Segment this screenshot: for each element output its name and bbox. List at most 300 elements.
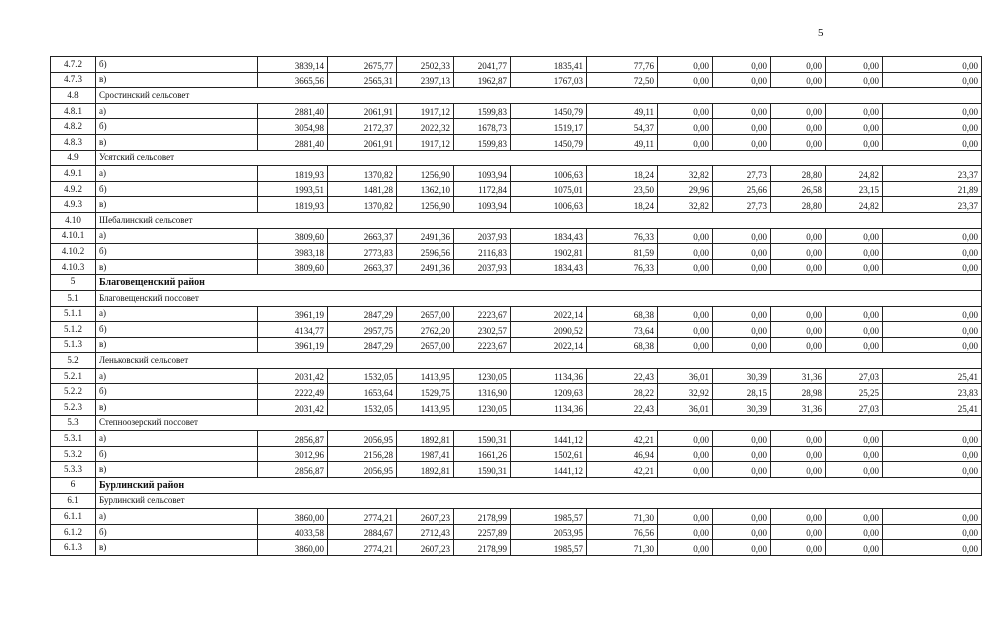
table-row bbox=[51, 337, 982, 353]
value-cell: 0,00 bbox=[771, 322, 826, 338]
group-row bbox=[51, 290, 982, 306]
row-code: 5.2.1 bbox=[51, 368, 96, 384]
value-cell: 3860,00 bbox=[258, 509, 328, 525]
settlement-name: Усятский сельсовет bbox=[96, 150, 982, 166]
table-row bbox=[51, 462, 982, 478]
value-cell: 1892,81 bbox=[397, 462, 454, 478]
row-label: в) bbox=[96, 134, 258, 150]
value-cell: 29,96 bbox=[658, 181, 713, 197]
value-cell: 2712,43 bbox=[397, 524, 454, 540]
row-code: 5.1.2 bbox=[51, 322, 96, 338]
table-row bbox=[51, 400, 982, 416]
value-cell: 0,00 bbox=[826, 337, 883, 353]
value-cell: 2178,99 bbox=[454, 540, 511, 556]
value-cell: 68,38 bbox=[587, 337, 658, 353]
row-code: 5.1.1 bbox=[51, 306, 96, 322]
table-row bbox=[51, 368, 982, 384]
value-cell: 0,00 bbox=[713, 431, 771, 447]
table-row bbox=[51, 306, 982, 322]
row-code: 5 bbox=[51, 275, 96, 291]
value-cell: 49,11 bbox=[587, 103, 658, 119]
page-number: 5 bbox=[818, 27, 824, 39]
row-code: 5.1 bbox=[51, 290, 96, 306]
value-cell: 0,00 bbox=[883, 524, 982, 540]
row-label: а) bbox=[96, 509, 258, 525]
row-label: в) bbox=[96, 540, 258, 556]
value-cell: 25,66 bbox=[713, 181, 771, 197]
row-code: 5.3.3 bbox=[51, 462, 96, 478]
row-code: 4.10.2 bbox=[51, 244, 96, 260]
value-cell: 68,38 bbox=[587, 306, 658, 322]
value-cell: 36,01 bbox=[658, 400, 713, 416]
value-cell: 0,00 bbox=[883, 431, 982, 447]
value-cell: 31,36 bbox=[771, 368, 826, 384]
value-cell: 31,36 bbox=[771, 400, 826, 416]
value-cell: 2762,20 bbox=[397, 322, 454, 338]
value-cell: 2847,29 bbox=[328, 306, 397, 322]
value-cell: 0,00 bbox=[713, 244, 771, 260]
value-cell: 72,50 bbox=[587, 72, 658, 88]
value-cell: 1987,41 bbox=[397, 446, 454, 462]
row-code: 4.10.1 bbox=[51, 228, 96, 244]
value-cell: 28,15 bbox=[713, 384, 771, 400]
value-cell: 3983,18 bbox=[258, 244, 328, 260]
value-cell: 1917,12 bbox=[397, 134, 454, 150]
value-cell: 0,00 bbox=[826, 244, 883, 260]
section-row bbox=[51, 275, 982, 291]
value-cell: 2847,29 bbox=[328, 337, 397, 353]
row-label: б) bbox=[96, 181, 258, 197]
value-cell: 4134,77 bbox=[258, 322, 328, 338]
row-code: 6.1.3 bbox=[51, 540, 96, 556]
value-cell: 1230,05 bbox=[454, 368, 511, 384]
value-cell: 2061,91 bbox=[328, 103, 397, 119]
value-cell: 0,00 bbox=[658, 446, 713, 462]
value-cell: 2061,91 bbox=[328, 134, 397, 150]
row-code: 4.8.1 bbox=[51, 103, 96, 119]
value-cell: 42,21 bbox=[587, 462, 658, 478]
value-cell: 71,30 bbox=[587, 540, 658, 556]
value-cell: 1209,63 bbox=[511, 384, 587, 400]
value-cell: 0,00 bbox=[771, 134, 826, 150]
value-cell: 2856,87 bbox=[258, 462, 328, 478]
value-cell: 4033,58 bbox=[258, 524, 328, 540]
value-cell: 1599,83 bbox=[454, 103, 511, 119]
district-name: Благовещенский район bbox=[96, 275, 982, 291]
value-cell: 1316,90 bbox=[454, 384, 511, 400]
value-cell: 25,41 bbox=[883, 368, 982, 384]
value-cell: 0,00 bbox=[771, 57, 826, 73]
value-cell: 23,83 bbox=[883, 384, 982, 400]
value-cell: 76,33 bbox=[587, 259, 658, 275]
row-label: в) bbox=[96, 197, 258, 213]
value-cell: 0,00 bbox=[771, 509, 826, 525]
value-cell: 0,00 bbox=[658, 524, 713, 540]
value-cell: 2502,33 bbox=[397, 57, 454, 73]
value-cell: 24,82 bbox=[826, 166, 883, 182]
value-cell: 27,03 bbox=[826, 368, 883, 384]
table-row bbox=[51, 446, 982, 462]
value-cell: 1093,94 bbox=[454, 166, 511, 182]
value-cell: 0,00 bbox=[826, 306, 883, 322]
table-row bbox=[51, 166, 982, 182]
row-label: б) bbox=[96, 244, 258, 260]
table-row bbox=[51, 322, 982, 338]
value-cell: 71,30 bbox=[587, 509, 658, 525]
row-code: 6.1.1 bbox=[51, 509, 96, 525]
row-label: а) bbox=[96, 368, 258, 384]
settlement-name: Бурлинский сельсовет bbox=[96, 493, 982, 509]
value-cell: 76,33 bbox=[587, 228, 658, 244]
value-cell: 0,00 bbox=[658, 306, 713, 322]
value-cell: 2657,00 bbox=[397, 306, 454, 322]
row-label: в) bbox=[96, 259, 258, 275]
value-cell: 21,89 bbox=[883, 181, 982, 197]
value-cell: 2022,14 bbox=[511, 306, 587, 322]
value-cell: 0,00 bbox=[826, 524, 883, 540]
value-cell: 3860,00 bbox=[258, 540, 328, 556]
value-cell: 0,00 bbox=[713, 446, 771, 462]
value-cell: 0,00 bbox=[771, 72, 826, 88]
value-cell: 0,00 bbox=[826, 119, 883, 135]
value-cell: 0,00 bbox=[883, 72, 982, 88]
value-cell: 1985,57 bbox=[511, 509, 587, 525]
value-cell: 0,00 bbox=[771, 103, 826, 119]
value-cell: 2031,42 bbox=[258, 368, 328, 384]
value-cell: 2596,56 bbox=[397, 244, 454, 260]
row-code: 5.3 bbox=[51, 415, 96, 431]
settlement-name: Сростинский сельсовет bbox=[96, 88, 982, 104]
group-row bbox=[51, 88, 982, 104]
table-row bbox=[51, 72, 982, 88]
row-code: 4.9.3 bbox=[51, 197, 96, 213]
table-row bbox=[51, 259, 982, 275]
value-cell: 1590,31 bbox=[454, 462, 511, 478]
value-cell: 0,00 bbox=[713, 119, 771, 135]
value-cell: 1678,73 bbox=[454, 119, 511, 135]
value-cell: 1172,84 bbox=[454, 181, 511, 197]
value-cell: 0,00 bbox=[771, 228, 826, 244]
value-cell: 0,00 bbox=[771, 244, 826, 260]
value-cell: 0,00 bbox=[883, 134, 982, 150]
table-row bbox=[51, 431, 982, 447]
value-cell: 0,00 bbox=[713, 103, 771, 119]
table-row bbox=[51, 197, 982, 213]
value-cell: 1362,10 bbox=[397, 181, 454, 197]
value-cell: 26,58 bbox=[771, 181, 826, 197]
value-cell: 3054,98 bbox=[258, 119, 328, 135]
value-cell: 1006,63 bbox=[511, 166, 587, 182]
row-code: 5.2 bbox=[51, 353, 96, 369]
value-cell: 0,00 bbox=[713, 509, 771, 525]
value-cell: 23,50 bbox=[587, 181, 658, 197]
row-label: а) bbox=[96, 228, 258, 244]
value-cell: 23,37 bbox=[883, 197, 982, 213]
value-cell: 1370,82 bbox=[328, 197, 397, 213]
value-cell: 1230,05 bbox=[454, 400, 511, 416]
value-cell: 0,00 bbox=[658, 431, 713, 447]
value-cell: 2090,52 bbox=[511, 322, 587, 338]
row-code: 4.8 bbox=[51, 88, 96, 104]
row-label: в) bbox=[96, 462, 258, 478]
value-cell: 2041,77 bbox=[454, 57, 511, 73]
value-cell: 25,41 bbox=[883, 400, 982, 416]
value-cell: 0,00 bbox=[658, 540, 713, 556]
value-cell: 0,00 bbox=[826, 103, 883, 119]
value-cell: 30,39 bbox=[713, 400, 771, 416]
value-cell: 0,00 bbox=[658, 462, 713, 478]
value-cell: 2491,36 bbox=[397, 228, 454, 244]
group-row bbox=[51, 150, 982, 166]
value-cell: 1134,36 bbox=[511, 400, 587, 416]
value-cell: 1993,51 bbox=[258, 181, 328, 197]
value-cell: 1256,90 bbox=[397, 197, 454, 213]
value-cell: 1661,26 bbox=[454, 446, 511, 462]
value-cell: 0,00 bbox=[658, 337, 713, 353]
value-cell: 0,00 bbox=[771, 337, 826, 353]
value-cell: 36,01 bbox=[658, 368, 713, 384]
value-cell: 1532,05 bbox=[328, 368, 397, 384]
value-cell: 0,00 bbox=[883, 509, 982, 525]
settlement-name: Шебалинский сельсовет bbox=[96, 212, 982, 228]
table-row bbox=[51, 57, 982, 73]
value-cell: 76,56 bbox=[587, 524, 658, 540]
value-cell: 2607,23 bbox=[397, 509, 454, 525]
value-cell: 0,00 bbox=[713, 259, 771, 275]
table-row bbox=[51, 524, 982, 540]
value-cell: 0,00 bbox=[883, 306, 982, 322]
value-cell: 2037,93 bbox=[454, 228, 511, 244]
value-cell: 0,00 bbox=[658, 57, 713, 73]
value-cell: 1599,83 bbox=[454, 134, 511, 150]
district-name: Бурлинский район bbox=[96, 478, 982, 494]
value-cell: 2222,49 bbox=[258, 384, 328, 400]
row-code: 4.7.3 bbox=[51, 72, 96, 88]
value-cell: 2774,21 bbox=[328, 509, 397, 525]
value-cell: 0,00 bbox=[826, 540, 883, 556]
value-cell: 2881,40 bbox=[258, 103, 328, 119]
value-cell: 2156,28 bbox=[328, 446, 397, 462]
value-cell: 0,00 bbox=[658, 134, 713, 150]
row-code: 5.3.1 bbox=[51, 431, 96, 447]
row-code: 6.1.2 bbox=[51, 524, 96, 540]
value-cell: 2884,67 bbox=[328, 524, 397, 540]
value-cell: 32,82 bbox=[658, 197, 713, 213]
value-cell: 24,82 bbox=[826, 197, 883, 213]
value-cell: 22,43 bbox=[587, 368, 658, 384]
value-cell: 0,00 bbox=[771, 524, 826, 540]
value-cell: 1529,75 bbox=[397, 384, 454, 400]
value-cell: 0,00 bbox=[883, 57, 982, 73]
value-cell: 3809,60 bbox=[258, 228, 328, 244]
row-label: б) bbox=[96, 119, 258, 135]
value-cell: 0,00 bbox=[883, 446, 982, 462]
value-cell: 3665,56 bbox=[258, 72, 328, 88]
value-cell: 0,00 bbox=[658, 228, 713, 244]
table-row bbox=[51, 119, 982, 135]
group-row bbox=[51, 353, 982, 369]
value-cell: 1819,93 bbox=[258, 166, 328, 182]
value-cell: 0,00 bbox=[826, 462, 883, 478]
settlement-name: Степноозерский поссовет bbox=[96, 415, 982, 431]
value-cell: 0,00 bbox=[883, 337, 982, 353]
value-cell: 0,00 bbox=[771, 431, 826, 447]
value-cell: 0,00 bbox=[826, 509, 883, 525]
row-code: 6.1 bbox=[51, 493, 96, 509]
value-cell: 1502,61 bbox=[511, 446, 587, 462]
value-cell: 2223,67 bbox=[454, 306, 511, 322]
value-cell: 1834,43 bbox=[511, 228, 587, 244]
row-label: а) bbox=[96, 103, 258, 119]
table-row bbox=[51, 244, 982, 260]
value-cell: 0,00 bbox=[826, 228, 883, 244]
value-cell: 1519,17 bbox=[511, 119, 587, 135]
row-label: а) bbox=[96, 166, 258, 182]
value-cell: 0,00 bbox=[713, 134, 771, 150]
value-cell: 0,00 bbox=[713, 540, 771, 556]
value-cell: 0,00 bbox=[826, 259, 883, 275]
value-cell: 0,00 bbox=[771, 259, 826, 275]
row-label: а) bbox=[96, 306, 258, 322]
value-cell: 28,80 bbox=[771, 197, 826, 213]
row-code: 4.9 bbox=[51, 150, 96, 166]
value-cell: 0,00 bbox=[883, 103, 982, 119]
value-cell: 2675,77 bbox=[328, 57, 397, 73]
row-label: б) bbox=[96, 322, 258, 338]
value-cell: 0,00 bbox=[826, 446, 883, 462]
settlement-name: Леньковский сельсовет bbox=[96, 353, 982, 369]
value-cell: 27,73 bbox=[713, 166, 771, 182]
value-cell: 0,00 bbox=[713, 57, 771, 73]
value-cell: 0,00 bbox=[883, 259, 982, 275]
row-code: 4.9.2 bbox=[51, 181, 96, 197]
value-cell: 2116,83 bbox=[454, 244, 511, 260]
value-cell: 1532,05 bbox=[328, 400, 397, 416]
value-cell: 2031,42 bbox=[258, 400, 328, 416]
value-cell: 0,00 bbox=[771, 306, 826, 322]
value-cell: 0,00 bbox=[883, 244, 982, 260]
table-row bbox=[51, 103, 982, 119]
value-cell: 0,00 bbox=[713, 72, 771, 88]
value-cell: 1370,82 bbox=[328, 166, 397, 182]
value-cell: 46,94 bbox=[587, 446, 658, 462]
value-cell: 1006,63 bbox=[511, 197, 587, 213]
value-cell: 32,92 bbox=[658, 384, 713, 400]
value-cell: 42,21 bbox=[587, 431, 658, 447]
value-cell: 81,59 bbox=[587, 244, 658, 260]
value-cell: 2657,00 bbox=[397, 337, 454, 353]
value-cell: 0,00 bbox=[713, 322, 771, 338]
row-label: б) bbox=[96, 57, 258, 73]
value-cell: 0,00 bbox=[658, 244, 713, 260]
value-cell: 3839,14 bbox=[258, 57, 328, 73]
row-code: 4.7.2 bbox=[51, 57, 96, 73]
row-label: б) bbox=[96, 524, 258, 540]
value-cell: 1767,03 bbox=[511, 72, 587, 88]
value-cell: 27,03 bbox=[826, 400, 883, 416]
value-cell: 2257,89 bbox=[454, 524, 511, 540]
row-code: 5.2.3 bbox=[51, 400, 96, 416]
group-row bbox=[51, 493, 982, 509]
value-cell: 49,11 bbox=[587, 134, 658, 150]
value-cell: 2881,40 bbox=[258, 134, 328, 150]
value-cell: 3809,60 bbox=[258, 259, 328, 275]
value-cell: 1962,87 bbox=[454, 72, 511, 88]
value-cell: 0,00 bbox=[826, 134, 883, 150]
value-cell: 0,00 bbox=[658, 322, 713, 338]
group-row bbox=[51, 415, 982, 431]
value-cell: 3961,19 bbox=[258, 306, 328, 322]
value-cell: 0,00 bbox=[883, 228, 982, 244]
row-code: 5.2.2 bbox=[51, 384, 96, 400]
row-label: б) bbox=[96, 384, 258, 400]
row-code: 4.10 bbox=[51, 212, 96, 228]
value-cell: 28,98 bbox=[771, 384, 826, 400]
value-cell: 2565,31 bbox=[328, 72, 397, 88]
value-cell: 77,76 bbox=[587, 57, 658, 73]
value-cell: 2022,14 bbox=[511, 337, 587, 353]
value-cell: 1481,28 bbox=[328, 181, 397, 197]
value-cell: 1134,36 bbox=[511, 368, 587, 384]
value-cell: 1819,93 bbox=[258, 197, 328, 213]
value-cell: 2022,32 bbox=[397, 119, 454, 135]
value-cell: 1450,79 bbox=[511, 103, 587, 119]
value-cell: 1590,31 bbox=[454, 431, 511, 447]
value-cell: 0,00 bbox=[658, 119, 713, 135]
value-cell: 2056,95 bbox=[328, 462, 397, 478]
row-code: 4.9.1 bbox=[51, 166, 96, 182]
value-cell: 2302,57 bbox=[454, 322, 511, 338]
value-cell: 1413,95 bbox=[397, 368, 454, 384]
settlement-name: Благовещенский поссовет bbox=[96, 290, 982, 306]
value-cell: 3961,19 bbox=[258, 337, 328, 353]
row-code: 5.1.3 bbox=[51, 337, 96, 353]
table-row bbox=[51, 509, 982, 525]
row-code: 4.8.2 bbox=[51, 119, 96, 135]
tariff-table bbox=[50, 56, 982, 556]
value-cell: 2037,93 bbox=[454, 259, 511, 275]
value-cell: 27,73 bbox=[713, 197, 771, 213]
value-cell: 25,25 bbox=[826, 384, 883, 400]
value-cell: 0,00 bbox=[826, 322, 883, 338]
value-cell: 0,00 bbox=[713, 228, 771, 244]
value-cell: 32,82 bbox=[658, 166, 713, 182]
value-cell: 28,22 bbox=[587, 384, 658, 400]
table-row bbox=[51, 384, 982, 400]
value-cell: 23,15 bbox=[826, 181, 883, 197]
section-row bbox=[51, 478, 982, 494]
row-code: 4.10.3 bbox=[51, 259, 96, 275]
value-cell: 1902,81 bbox=[511, 244, 587, 260]
table-body bbox=[51, 57, 982, 556]
value-cell: 0,00 bbox=[883, 540, 982, 556]
value-cell: 1441,12 bbox=[511, 431, 587, 447]
value-cell: 0,00 bbox=[658, 72, 713, 88]
table-row bbox=[51, 228, 982, 244]
value-cell: 2178,99 bbox=[454, 509, 511, 525]
value-cell: 22,43 bbox=[587, 400, 658, 416]
value-cell: 2663,37 bbox=[328, 259, 397, 275]
row-code: 5.3.2 bbox=[51, 446, 96, 462]
value-cell: 1834,43 bbox=[511, 259, 587, 275]
value-cell: 0,00 bbox=[826, 57, 883, 73]
value-cell: 2663,37 bbox=[328, 228, 397, 244]
value-cell: 1075,01 bbox=[511, 181, 587, 197]
row-label: б) bbox=[96, 446, 258, 462]
value-cell: 0,00 bbox=[658, 103, 713, 119]
value-cell: 23,37 bbox=[883, 166, 982, 182]
value-cell: 73,64 bbox=[587, 322, 658, 338]
